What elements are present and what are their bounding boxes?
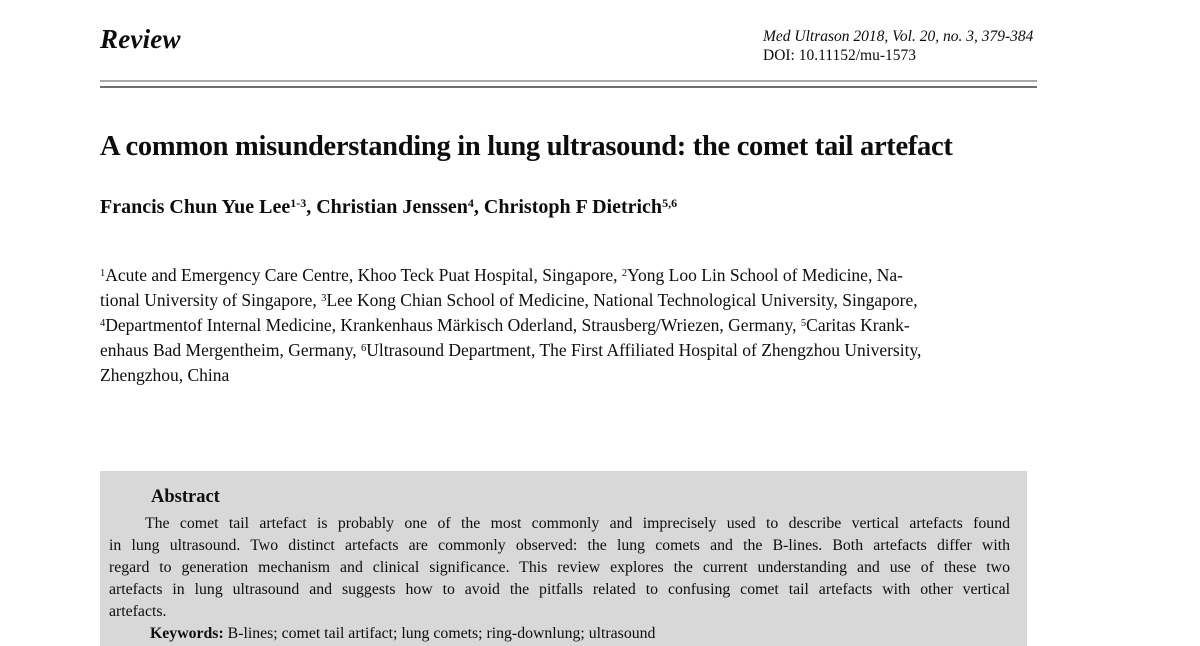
abstract-body: [109, 513, 1010, 623]
section-label: Review: [100, 24, 181, 54]
bold-label: Keywords:: [150, 625, 224, 642]
text-line: $^4$Departmentof Internal Medicine, Krankenhaus Märkisch Oderland, Strausberg/Wriezen, Germany, $^5$Caritas Krank-: [100, 315, 910, 335]
doi-line: DOI: 10.11152/mu-1573: [763, 47, 916, 64]
superscript: 6: [360, 342, 367, 354]
text-line: Zhengzhou, China: [100, 365, 230, 385]
affiliations: [100, 263, 1045, 388]
text-line: The comet tail artefact is probably one of the most commonly and imprecisely used to describe vertical artefacts found: [145, 515, 1010, 532]
header-rule: [100, 80, 1037, 88]
text-line: in lung ultrasound. Two distinct artefacts are commonly observed: the lung comets and the B-lines. Both artefacts differ with: [109, 537, 1010, 554]
text-line: enhaus Bad Mergentheim, Germany, $^6$Ultrasound Department, The First Affiliated Hospital of Zhengzhou University,: [100, 340, 922, 360]
keywords-line: Keywords: B-lines; comet tail artifact; lung comets; ring-downlung; ultrasound: [150, 625, 656, 642]
superscript: 1-3: [290, 196, 307, 210]
superscript: 1: [100, 267, 106, 279]
superscript: 3: [321, 292, 327, 304]
journal-info: [763, 27, 1033, 65]
journal-reference: Med Ultrason 2018, Vol. 20, no. 3, 379-384: [763, 28, 1034, 45]
superscript: 2: [621, 267, 628, 279]
page-title: A common misunderstanding in lung ultrasound: the comet tail artefact: [100, 131, 953, 162]
text-line: regard to generation mechanism and clinical significance. This review explores the current understanding and use of these two: [109, 559, 1010, 576]
text-line: artefacts.: [109, 603, 167, 620]
text-line: tional University of Singapore, $^3$Lee Kong Chian School of Medicine, National Technological University, Singapore,: [100, 290, 918, 310]
text-line: artefacts in lung ultrasound and suggests how to avoid the pitfalls related to confusing comet tail artefacts with other vertical: [109, 581, 1010, 598]
authors-line: Francis Chun Yue Lee$^{1-3}$, Christian Jenssen$^4$, Christoph F Dietrich$^{5,6}$: [100, 196, 678, 218]
superscript: 4: [100, 317, 106, 329]
superscript: 5: [800, 317, 807, 329]
superscript: 5,6: [662, 196, 678, 210]
text-line: $^1$Acute and Emergency Care Centre, Khoo Teck Puat Hospital, Singapore, $^2$Yong Loo Lin School of Medicine, Na-: [100, 265, 903, 285]
abstract-heading: Abstract: [151, 487, 220, 507]
superscript: 4: [467, 196, 474, 210]
abstract-box: [100, 471, 1027, 646]
